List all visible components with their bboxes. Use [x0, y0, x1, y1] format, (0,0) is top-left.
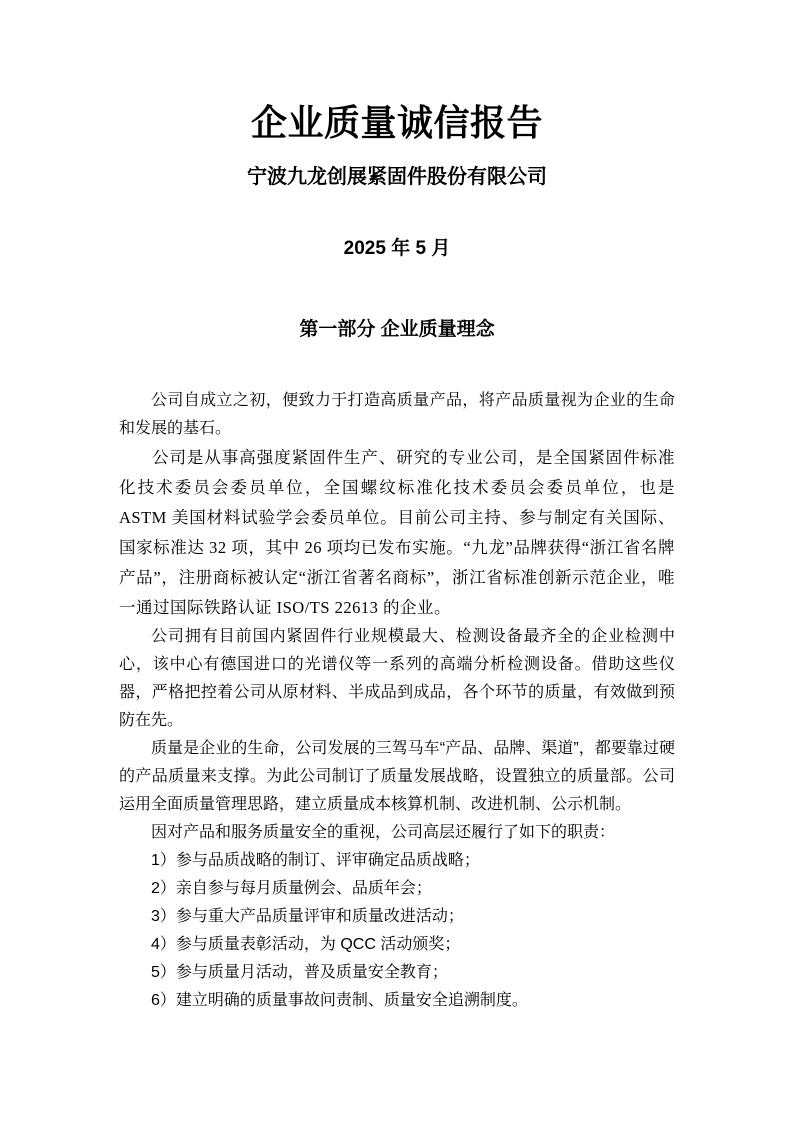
paragraph-testing-center: 公司拥有目前国内紧固件行业规模最大、检测设备最齐全的企业检测中心，该中心有德国进口的光谱仪等一系列的高端分析检测设备。借助这些仪器，严格把控着公司从原材料、半成品到成品，各个环节的质量，有效做到预防在先。: [119, 628, 675, 729]
list-item-3: 3）参与重大产品质量评审和质量改进活动；: [151, 908, 464, 925]
paragraph-quality-strategy: 质量是企业的生命，公司发展的三驾马车“产品、品牌、渠道”，都要靠过硬的产品质量来支撑。为此公司制订了质量发展战略，设置独立的质量部。公司运用全面质量管理思路，建立质量成本核算机制、改进机制、公示机制。: [119, 740, 675, 813]
report-date: 2025 年 5 月: [343, 238, 451, 259]
list-item-5: 5）参与质量月活动，普及质量安全教育；: [151, 964, 448, 981]
body-text: [119, 387, 675, 1015]
list-item-1: 1）参与品质战略的制订、评审确定品质战略；: [151, 852, 480, 869]
list-item-4: 4）参与质量表彰活动，为 QCC 活动颁奖；: [151, 936, 461, 953]
paragraph-responsibilities-intro: 因对产品和服务质量安全的重视，公司高层还履行了如下的职责：: [151, 824, 616, 841]
list-item-2: 2）亲自参与每月质量例会、品质年会；: [151, 880, 432, 897]
paragraph-company-profile: 公司是从事高强度紧固件生产、研究的专业公司，是全国紧固件标准化技术委员会委员单位，全国螺纹标准化技术委员会委员单位，也是 ASTM 美国材料试验学会委员单位。目前公司主持、参与制定有关国际、国家标准达 32 项，其中 26 项均已发布实施。“九龙”品牌获得“浙江省名牌产品”，注册商标被认定“浙江省著名商标”，浙江省标准创新示范企业，唯一通过国际铁路认证 ISO/TS 22613 的企业。: [119, 448, 675, 617]
section-heading: 第一部分 企业质量理念: [299, 319, 495, 340]
list-item-6: 6）建立明确的质量事故问责制、质量安全追溯制度。: [151, 992, 528, 1009]
report-title: 企业质量诚信报告: [250, 102, 543, 143]
paragraph-company-founding: 公司自成立之初，便致力于打造高质量产品，将产品质量视为企业的生命和发展的基石。: [119, 392, 675, 437]
company-name: 宁波九龙创展紧固件股份有限公司: [247, 166, 547, 188]
